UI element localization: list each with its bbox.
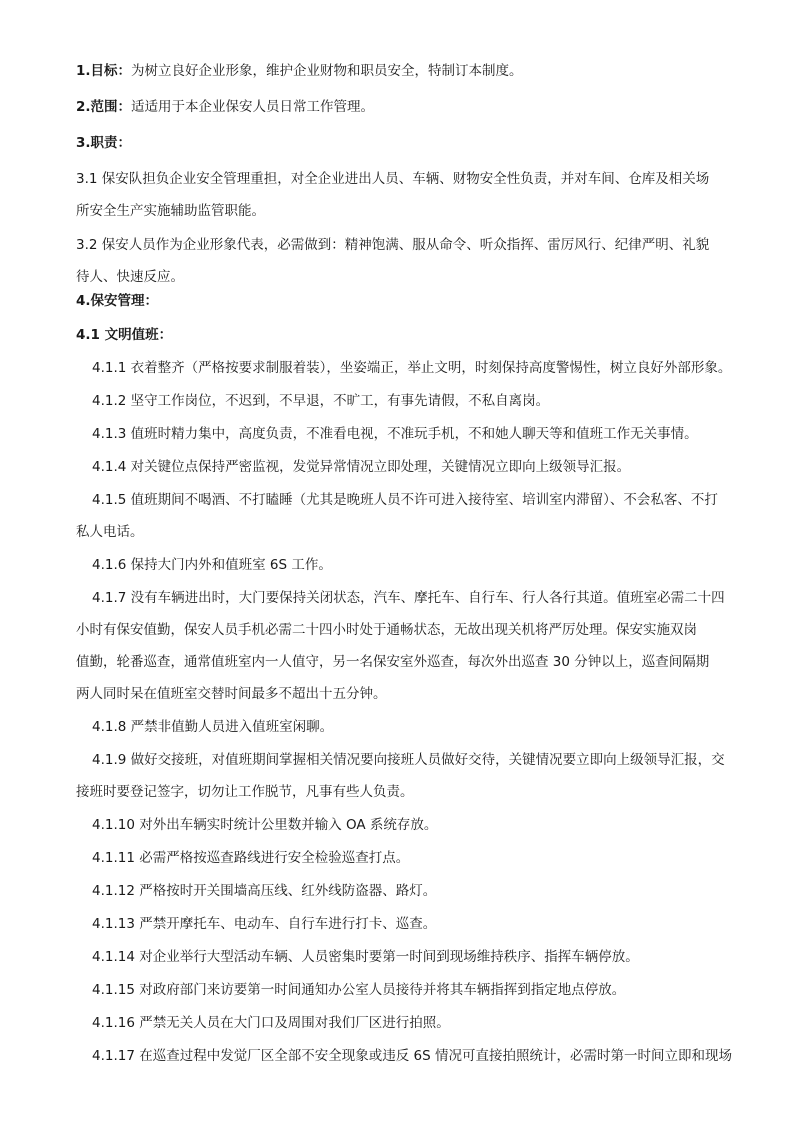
paragraph-3-1-line-1: 3.1 保安队担负企业安全管理重担，对全企业进出人员、车辆、财物安全性负责，并对车间、仓库及相关场 [76, 171, 710, 187]
item-4-1-5-line-2: 私人电话。 [76, 524, 144, 540]
paragraph-3-2 [76, 234, 744, 288]
item-4-1-9-line-1: 4.1.9 做好交接班，对值班期间掌握相关情况要向接班人员做好交待，关键情况要立即向上级领导汇报，交 [92, 752, 725, 768]
section-goal-text: 为树立良好企业形象，维护企业财物和职员安全，特制订本制度。 [131, 63, 523, 79]
section-4-1-heading: 4.1 文明值班： [76, 327, 173, 343]
section-goal-heading: 1.目标： [76, 63, 132, 79]
item-4-1-7 [76, 587, 744, 705]
item-4-1-14: 4.1.14 对企业举行大型活动车辆、人员密集时要第一时间到现场维持秩序、指挥车辆停放。 [92, 949, 639, 965]
item-4-1-5-line-1: 4.1.5 值班期间不喝酒、不打瞌睡（尤其是晚班人员不许可进入接待室、培训室内滞留）、不会私客、不打 [92, 492, 718, 508]
item-4-1-13: 4.1.13 严禁开摩托车、电动车、自行车进行打卡、巡查。 [92, 916, 437, 932]
paragraph-3-2-line-1: 3.2 保安人员作为企业形象代表，必需做到：精神饱满、服从命令、听众指挥、雷厉风行、纪律严明、礼貌 [76, 237, 710, 253]
item-4-1-5 [76, 489, 744, 543]
item-4-1-10: 4.1.10 对外出车辆实时统计公里数并输入 OA 系统存放。 [92, 817, 438, 833]
section-scope-text: 适适用于本企业保安人员日常工作管理。 [131, 99, 375, 115]
paragraph-3-1-line-2: 所安全生产实施辅助监管职能。 [76, 203, 265, 219]
section-goal [76, 60, 744, 82]
item-4-1-16: 4.1.16 严禁无关人员在大门口及周围对我们厂区进行拍照。 [92, 1015, 450, 1031]
item-4-1-7-line-4: 两人同时呆在值班室交替时间最多不超出十五分钟。 [76, 686, 387, 702]
item-4-1-6: 4.1.6 保持大门内外和值班室 6S 工作。 [92, 557, 332, 573]
item-4-1-12: 4.1.12 严格按时开关围墙高压线、红外线防盗器、路灯。 [92, 883, 437, 899]
section-scope [76, 96, 744, 118]
item-4-1-17: 4.1.17 在巡查过程中发觉厂区全部不安全现象或违反 6S 情况可直接拍照统计，必需时第一时间立即和现场 [92, 1048, 732, 1064]
section-duty-heading: 3.职责： [76, 135, 132, 151]
paragraph-3-1 [76, 168, 744, 222]
section-scope-heading: 2.范围： [76, 99, 132, 115]
item-4-1-3: 4.1.3 值班时精力集中，高度负责，不准看电视，不准玩手机，不和她人聊天等和值班工作无关事情。 [92, 426, 698, 442]
item-4-1-9 [76, 749, 744, 803]
item-4-1-7-line-3: 值勤，轮番巡查，通常值班室内一人值守，另一名保安室外巡查，每次外出巡查 30 分钟以上，巡查间隔期 [76, 654, 710, 670]
item-4-1-2: 4.1.2 坚守工作岗位，不迟到，不早退，不旷工，有事先请假，不私自离岗。 [92, 393, 550, 409]
item-4-1-7-line-2: 小时有保安值勤，保安人员手机必需二十四小时处于通畅状态，无故出现关机将严厉处理。保安实施双岗 [76, 622, 697, 638]
item-4-1-1: 4.1.1 衣着整齐（严格按要求制服着装），坐姿端正，举止文明，时刻保持高度警惕性，树立良好外部形象。 [92, 360, 732, 376]
paragraph-3-2-line-2: 待人、快速反应。 [76, 269, 184, 285]
item-4-1-11: 4.1.11 必需严格按巡查路线进行安全检验巡查打点。 [92, 850, 410, 866]
item-4-1-4: 4.1.4 对关键位点保持严密监视，发觉异常情况立即处理，关键情况立即向上级领导汇报。 [92, 459, 631, 475]
item-4-1-9-line-2: 接班时要登记签字，切勿让工作脱节，凡事有些人负责。 [76, 784, 414, 800]
section-mgmt-heading: 4.保安管理： [76, 293, 159, 309]
item-4-1-7-line-1: 4.1.7 没有车辆进出时，大门要保持关闭状态，汽车、摩托车、自行车、行人各行其道。值班室必需二十四 [92, 590, 725, 606]
item-4-1-15: 4.1.15 对政府部门来访要第一时间通知办公室人员接待并将其车辆指挥到指定地点停放。 [92, 982, 626, 998]
item-4-1-8: 4.1.8 严禁非值勤人员进入值班室闲聊。 [92, 719, 334, 735]
